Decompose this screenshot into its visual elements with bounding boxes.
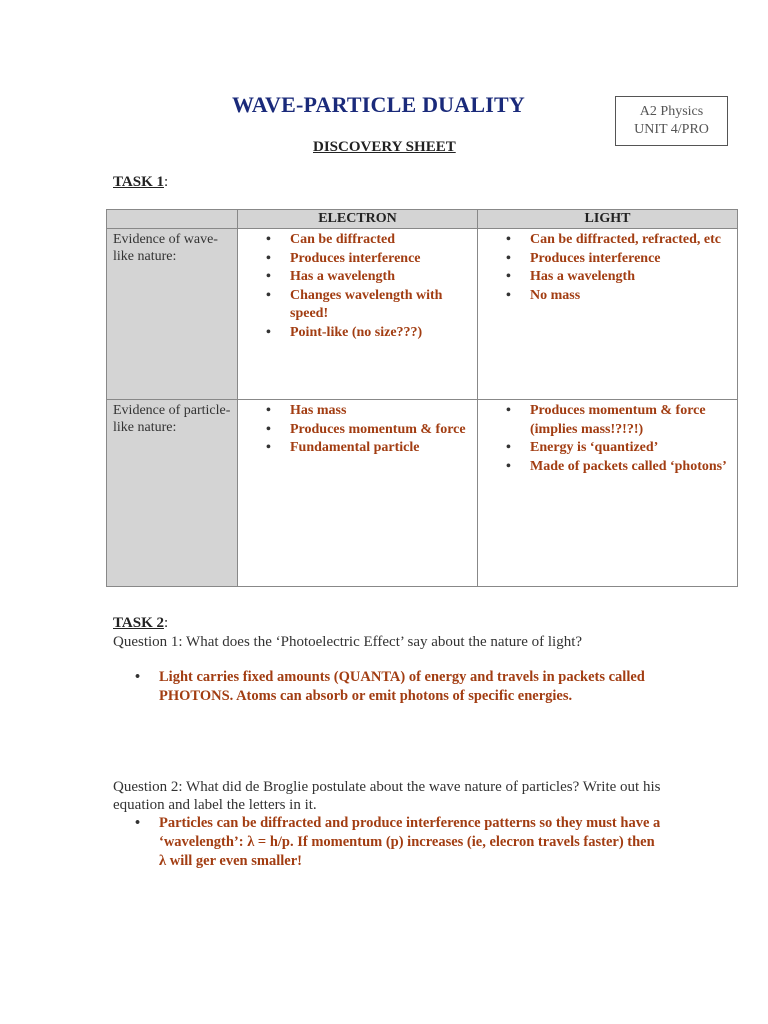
task2-colon: : (163, 615, 169, 631)
list-item: • Produces interference (238, 250, 471, 269)
list-item: • Produces momentum & force (implies mass!?!?!) (478, 402, 731, 439)
list-item: • Has a wavelength (238, 268, 471, 287)
list-item: • Made of packets called ‘photons’ (478, 458, 731, 477)
bullet-icon: • (135, 815, 141, 831)
cell-light-wave (478, 229, 738, 400)
list-item: • Produces momentum & force (238, 421, 471, 440)
row-label-wave: Evidence of wave-like nature: (107, 229, 238, 400)
header-blank (107, 210, 238, 229)
unit-label-box (615, 96, 728, 146)
answer-1-text: Light carries fixed amounts (QUANTA) of energy and travels in packets called PHOTONS. Atoms can absorb or emit photons of specific energies. (159, 669, 645, 704)
comparison-table (106, 209, 738, 587)
cell-electron-wave (238, 229, 478, 400)
list-item: • Has mass (238, 402, 471, 421)
answer-2 (135, 814, 665, 871)
table-row-wave (107, 229, 738, 400)
task2-label: TASK 2 (113, 615, 164, 631)
answer-1 (135, 668, 665, 706)
table-row-particle (107, 400, 738, 587)
bullet-icon: • (135, 669, 141, 685)
cell-electron-particle (238, 400, 478, 587)
list-item: • Energy is ‘quantized’ (478, 439, 731, 458)
task1-heading (113, 174, 168, 191)
page-subtitle: DISCOVERY SHEET (313, 139, 456, 155)
list-item: • Can be diffracted, refracted, etc (478, 231, 731, 250)
table-header-row (107, 210, 738, 229)
header-light: LIGHT (478, 210, 738, 229)
question-1: Question 1: What does the ‘Photoelectric Effect’ say about the nature of light? (113, 634, 583, 650)
list-item: • Point-like (no size???) (238, 324, 471, 343)
task1-label: TASK 1 (113, 174, 164, 190)
task1-colon: : (163, 174, 169, 190)
list-item: • Produces interference (478, 250, 731, 269)
answer-2-text: Particles can be diffracted and produce interference patterns so they must have a ‘wavelength’: λ = h/p. If momentum (p) increases (ie, elecron travels faster) then λ will ger even smaller! (159, 815, 661, 869)
question-2: Question 2: What did de Broglie postulate about the wave nature of particles? Write out his equation and label the letters in it. (113, 779, 661, 813)
row-label-particle: Evidence of particle-like nature: (107, 400, 238, 587)
list-item: • Fundamental particle (238, 439, 471, 458)
unit-course: A2 Physics (639, 104, 704, 119)
list-item: • Changes wavelength with speed! (238, 287, 471, 324)
cell-light-particle (478, 400, 738, 587)
list-item: • Can be diffracted (238, 231, 471, 250)
unit-code: UNIT 4/PRO (634, 122, 709, 137)
list-item: • Has a wavelength (478, 268, 731, 287)
header-electron: ELECTRON (238, 210, 478, 229)
task2-heading (113, 615, 168, 632)
list-item: • No mass (478, 287, 731, 306)
page-title: WAVE-PARTICLE DUALITY (232, 92, 525, 117)
